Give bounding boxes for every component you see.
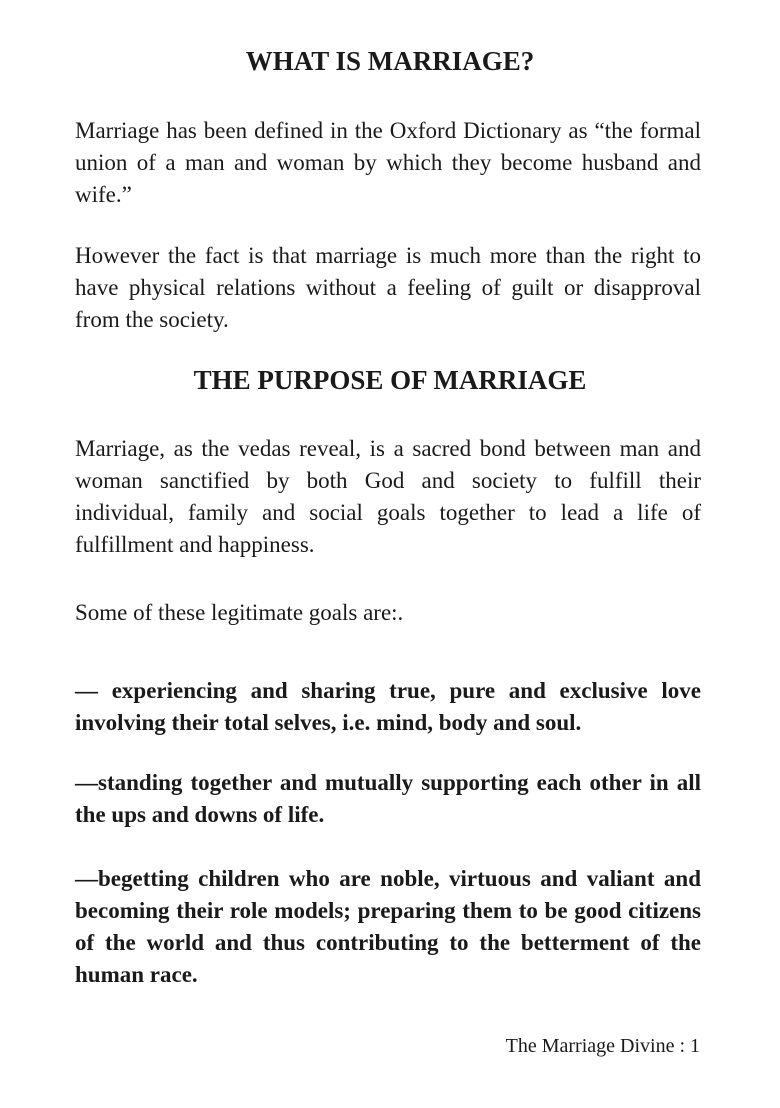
- paragraph-vedas: Marriage, as the vedas reveal, is a sacred bond between man and woman sanctified by both God and society to fulfill their individual, family and social goals together to lead a life of fulfillment and happiness.: [75, 436, 701, 557]
- paragraph-however: However the fact is that marriage is much more than the right to have physical relations without a feeling of guilt or disapproval from the society.: [75, 243, 701, 332]
- heading-what-is-marriage: WHAT IS MARRIAGE?: [245, 46, 535, 76]
- paragraph-goals-intro: Some of these legitimate goals are:.: [75, 600, 404, 625]
- page-footer: The Marriage Divine : 1: [505, 1035, 700, 1057]
- goal-item-support: —standing together and mutually supporting each other in all the ups and downs of life.: [75, 770, 701, 827]
- goal-item-children: —begetting children who are noble, virtuous and valiant and becoming their role models; preparing them to be good citizens of the world and thus contributing to the betterment of the human race.: [75, 866, 701, 987]
- heading-purpose-of-marriage: THE PURPOSE OF MARRIAGE: [193, 365, 587, 395]
- goal-item-love: — experiencing and sharing true, pure and exclusive love involving their total selves, i.e. mind, body and soul.: [75, 678, 701, 735]
- paragraph-definition: Marriage has been defined in the Oxford Dictionary as “the formal union of a man and woman by which they become husband and wife.”: [75, 118, 701, 207]
